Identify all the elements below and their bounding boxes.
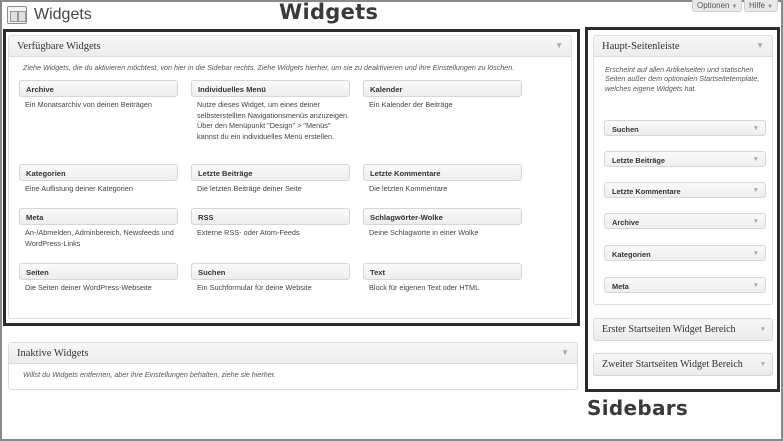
highlight-box-widgets: [3, 29, 580, 326]
highlight-box-sidebars: [585, 27, 780, 392]
toggle-arrow-icon[interactable]: ▼: [752, 187, 759, 194]
toggle-arrow-icon[interactable]: ▼: [555, 41, 563, 50]
available-widgets-title: Verfügbare Widgets: [17, 41, 101, 52]
widget-title[interactable]: Schlagwörter-Wolke: [363, 208, 522, 225]
widget-title[interactable]: Letzte Kommentare: [363, 164, 522, 181]
widget-title[interactable]: Archive: [19, 80, 178, 97]
sidebar-main-description: Erscheint auf allen Artikelseiten und statischen Seiten außer dem optionalen Startseitetemplate, welches eigene Widgets hat.: [605, 65, 760, 93]
chevron-down-icon: ▼: [767, 4, 773, 10]
widget-title[interactable]: Individuelles Menü: [191, 80, 350, 97]
toggle-arrow-icon[interactable]: ▼: [752, 218, 759, 225]
inactive-widgets-panel: [8, 342, 578, 390]
toggle-arrow-icon[interactable]: ▼: [752, 156, 759, 163]
widget-description: Die letzten Kommentare: [369, 184, 448, 193]
widget-title[interactable]: Text: [363, 263, 522, 280]
inactive-widgets-description: Willst du Widgets entfernen, aber ihre Einstellungen behalten, ziehe sie hierher.: [23, 370, 276, 379]
widget-description: Externe RSS- oder Atom-Feeds: [197, 228, 300, 237]
annotation-sidebars: Sidebars: [587, 396, 689, 420]
widget-description: An-/Abmelden, Adminbereich, Newsfeeds und WordPress-Links: [25, 228, 174, 248]
sidebar-front-1-title: Erster Startseiten Widget Bereich: [602, 324, 736, 335]
inactive-widgets-title: Inaktive Widgets: [17, 348, 89, 359]
widget-description: Ein Kalender der Beiträge: [369, 100, 453, 109]
widget-description: Eine Auflistung deiner Kategorien: [25, 184, 133, 193]
widget-title[interactable]: Meta: [19, 208, 178, 225]
widget-description: Die Seiten deiner WordPress-Webseite: [25, 283, 152, 292]
sidebar-widget-label: Meta: [612, 282, 629, 291]
widget-description: Deine Schlagworte in einer Wolke: [369, 228, 479, 237]
sidebar-widget-label: Letzte Kommentare: [612, 187, 681, 196]
widget-title[interactable]: Letzte Beiträge: [191, 164, 350, 181]
toggle-arrow-icon[interactable]: ▼: [752, 282, 759, 289]
widget-description: Die letzten Beiträge deiner Seite: [197, 184, 302, 193]
widget-description: Ein Monatsarchiv von deinen Beiträgen: [25, 100, 152, 109]
widget-title[interactable]: Kategorien: [19, 164, 178, 181]
toggle-arrow-icon[interactable]: ▼: [759, 326, 766, 333]
screen-options-button[interactable]: [692, 0, 742, 12]
widget-description: Block für eigenen Text oder HTML: [369, 283, 480, 292]
sidebar-main-title: Haupt-Seitenleiste: [602, 41, 680, 52]
sidebar-widget-label: Letzte Beiträge: [612, 156, 665, 165]
sidebar-widget-label: Archive: [612, 218, 640, 227]
toggle-arrow-icon[interactable]: ▼: [752, 125, 759, 132]
screen-options-label: Optionen: [697, 1, 730, 10]
sidebar-front-2-title: Zweiter Startseiten Widget Bereich: [602, 359, 743, 370]
widgets-page-icon: [7, 6, 27, 24]
widget-description: Ein Suchformular für deine Website: [197, 283, 312, 292]
page-title: Widgets: [34, 6, 92, 23]
help-button[interactable]: [744, 0, 778, 12]
toggle-arrow-icon[interactable]: ▼: [561, 348, 569, 357]
toggle-arrow-icon[interactable]: ▼: [756, 41, 764, 50]
help-label: Hilfe: [749, 1, 766, 10]
widget-title[interactable]: Suchen: [191, 263, 350, 280]
toggle-arrow-icon[interactable]: ▼: [759, 361, 766, 368]
available-widgets-description: Ziehe Widgets, die du aktivieren möchtest, von hier in die Sidebar rechts. Ziehe Widgets hierher, um sie zu deaktivieren und ihre Einstellungen zu löschen.: [23, 63, 515, 72]
widget-title[interactable]: Seiten: [19, 263, 178, 280]
inactive-widgets-header[interactable]: [9, 343, 577, 364]
widget-description: Nutze dieses Widget, um eines deiner selbsterstellten Navigationsmenüs anzuzeigen. Über den Menüpunkt "Design" > "Menüs" kannst du ein individuelles Menü erstellen.: [197, 100, 350, 141]
widget-title[interactable]: Kalender: [363, 80, 522, 97]
sidebar-widget-label: Kategorien: [612, 250, 651, 259]
annotation-widgets: Widgets: [279, 0, 379, 24]
chevron-down-icon: ▼: [731, 4, 738, 10]
toggle-arrow-icon[interactable]: ▼: [752, 250, 759, 257]
widget-title[interactable]: RSS: [191, 208, 350, 225]
sidebar-widget-label: Suchen: [612, 125, 639, 134]
